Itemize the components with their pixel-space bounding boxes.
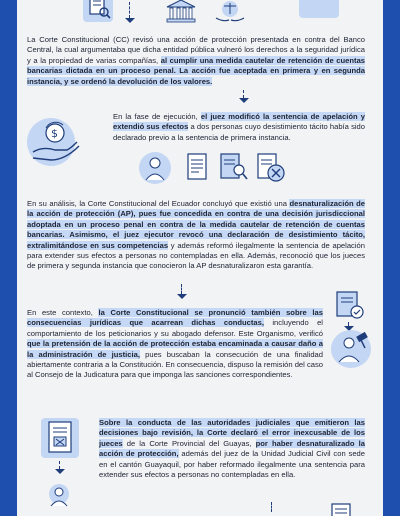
svg-text:$: $ — [51, 127, 58, 140]
document-search-icon — [83, 0, 113, 22]
highlight-segment: la Corte Constitucional se pronunció también sobre las consecuencias jurídicas que acarrean dichas conductas, — [27, 308, 323, 328]
highlight-segment: el juez modificó la sentencia de apelación y extendió sus efectos — [113, 112, 365, 132]
paragraph-intro — [27, 35, 365, 87]
money-hand-icon — [27, 118, 75, 166]
highlight-segment: al cumplir una medida cautelar de retención de cuentas bancarias dictada en un proceso penal. La acción fue aceptada en primera y en segunda instancia, y se ordenó la devolución de los valores. — [27, 55, 366, 86]
highlight-segment: que la pretensión de la acción de protección estaba encaminada a causar daño a la administración de justicia, — [27, 339, 323, 359]
courthouse-icon — [165, 0, 197, 24]
text-segment: y además reformó ilegalmente la sentencia de apelación para extender sus efectos a personas no contempladas en ella. Además, reconoció que los jueces de primera y segunda instancia que conocieron la AP desnaturalizaron esta garantía. — [27, 240, 365, 271]
flow-arrow — [177, 284, 187, 300]
highlight-segment: desnaturalización de la acción de protección (AP), pues fue concedida en contra de una decisión jurisdiccional adoptada en un proceso penal en contra de la medida cautelar de retención de cuentas bancarias. Asimismo, el juez ejecutor revocó una declaración de desistimiento tácito, extralimitándose en sus competencias — [27, 199, 365, 250]
bottom-document-icon — [329, 502, 353, 516]
paragraph-judges-conduct — [99, 418, 365, 480]
infographic-page — [17, 0, 383, 516]
flow-arrow — [239, 90, 249, 104]
text-segment: En la fase de ejecución, — [113, 112, 201, 121]
text-segment: pues buscaban la consecución de una finalidad abiertamente contraria a la Constitución. En consecuencia, dispuso la remisión del caso al Consejo de la Judicatura para que imponga las sanciones correspondientes. — [27, 349, 323, 380]
rejected-document-icon — [255, 152, 287, 184]
highlight-segment: Sobre la conducta de las autoridades judiciales que emitieron las decisiones bajo revisión, la Corte declaró el error inexcusable de los jueces — [99, 418, 365, 448]
judicial-file-icon — [41, 418, 79, 458]
paragraph-analysis — [27, 199, 365, 272]
top-right-icon — [299, 0, 339, 18]
hands-scale-icon — [213, 0, 247, 26]
bottom-left-icon — [43, 482, 75, 512]
paragraph-context — [27, 308, 323, 381]
flow-arrow — [267, 502, 277, 516]
highlight-segment: por haber desnaturalizado la acción de protección, — [99, 438, 366, 459]
legal-document-icon — [333, 288, 367, 322]
document-list-icon — [185, 152, 211, 182]
text-segment: En su análisis, la Corte Constitucional del Ecuador concluyó que existió una — [27, 199, 290, 208]
flow-arrow — [55, 461, 65, 475]
text-segment: incluyendo el comportamiento de los peticionarios y su abogado defensor. Este Organismo, verificó — [27, 318, 323, 338]
judge-icon — [139, 152, 171, 184]
text-segment: La Corte Constitucional (CC) revisó una acción de protección presentada en contra del Banco Central, la cual argumentaba que dicha entidad pública vulneró los derechos a la seguridad jurídica y a la propiedad de varias compañías, — [27, 35, 365, 65]
paragraph-execution — [113, 112, 365, 143]
text-segment: de la Corte Provincial del Guayas, — [122, 438, 256, 448]
text-segment: a dos personas cuyo desistimiento tácito había sido declarado previo a la sentencia de primera instancia. — [113, 122, 365, 142]
judge-gavel-icon — [331, 330, 371, 368]
text-segment: En este contexto, — [27, 308, 99, 317]
certificate-search-icon — [219, 152, 249, 182]
flow-arrow — [125, 2, 135, 24]
text-segment: además del juez de la Unidad Judicial Civil con sede en el cantón Guayaquil, por haber reformado ilegalmente una sentencia para extender sus efectos a personas no contempladas en ella. — [99, 449, 365, 480]
